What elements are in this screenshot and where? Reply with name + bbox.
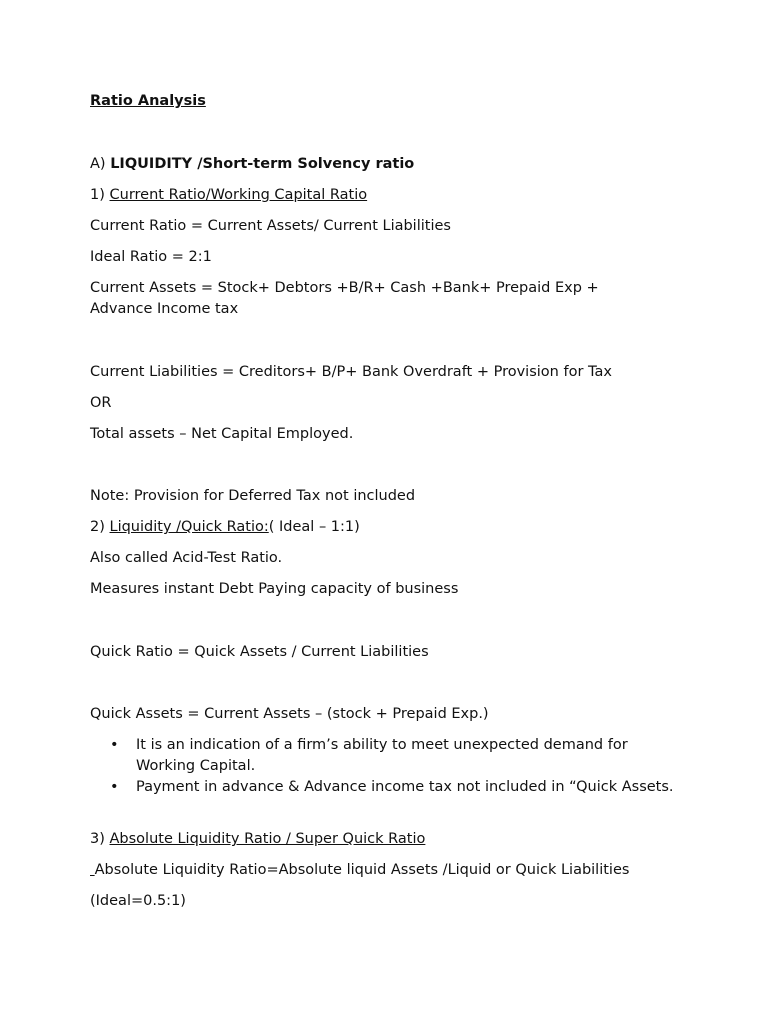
current-liabilities: Current Liabilities = Creditors+ B/P+ Bank Overdraft + Provision for Tax: [90, 364, 612, 380]
item-1-title: Current Ratio/Working Capital Ratio: [109, 187, 368, 203]
list-item: [90, 777, 690, 798]
or-text: OR: [90, 395, 112, 411]
bullet-text: It is an indication of a firm’s ability to meet unexpected demand for Working Capital.: [136, 737, 628, 774]
item-2-number: 2): [90, 519, 110, 535]
absolute-formula-text: Absolute Liquidity Ratio=Absolute liquid Assets /Liquid or Quick Liabilities: [94, 862, 630, 878]
absolute-ideal: (Ideal=0.5:1): [90, 893, 186, 909]
quick-assets-formula: Quick Assets = Current Assets – (stock + Prepaid Exp.): [90, 706, 489, 722]
current-ratio-formula: Current Ratio = Current Assets/ Current Liabilities: [90, 218, 451, 234]
section-a-title: LIQUIDITY /Short-term Solvency ratio: [110, 156, 415, 172]
list-item: [90, 735, 690, 777]
total-assets: Total assets – Net Capital Employed.: [90, 426, 354, 442]
acid-test-text: Also called Acid-Test Ratio.: [90, 550, 283, 566]
item-2-ideal: ( Ideal – 1:1): [268, 519, 360, 535]
item-2-heading: [90, 517, 360, 538]
section-a-heading: [90, 154, 414, 175]
bullet-icon: •: [110, 737, 119, 753]
measures-text: Measures instant Debt Paying capacity of business: [90, 581, 459, 597]
item-3-heading: [90, 829, 425, 850]
deferred-tax-note: Note: Provision for Deferred Tax not included: [90, 488, 416, 504]
bullet-icon: •: [110, 779, 119, 795]
item-1-number: 1): [90, 187, 110, 203]
current-assets-line-2: Advance Income tax: [90, 301, 239, 317]
bullet-list: [90, 735, 690, 798]
quick-ratio-formula: Quick Ratio = Quick Assets / Current Liabilities: [90, 644, 429, 660]
bullet-text: Payment in advance & Advance income tax not included in “Quick Assets.: [136, 779, 674, 795]
item-1-heading: [90, 185, 367, 206]
absolute-liquidity-formula: [90, 860, 629, 881]
current-assets-line-1: Current Assets = Stock+ Debtors +B/R+ Cash +Bank+ Prepaid Exp +: [90, 280, 599, 296]
document-title: Ratio Analysis: [90, 93, 206, 109]
ideal-ratio: Ideal Ratio = 2:1: [90, 249, 212, 265]
item-3-number: 3): [90, 831, 110, 847]
item-2-title: Liquidity /Quick Ratio:: [109, 519, 269, 535]
section-a-prefix: A): [90, 156, 111, 172]
item-3-title: Absolute Liquidity Ratio / Super Quick Ratio: [109, 831, 426, 847]
